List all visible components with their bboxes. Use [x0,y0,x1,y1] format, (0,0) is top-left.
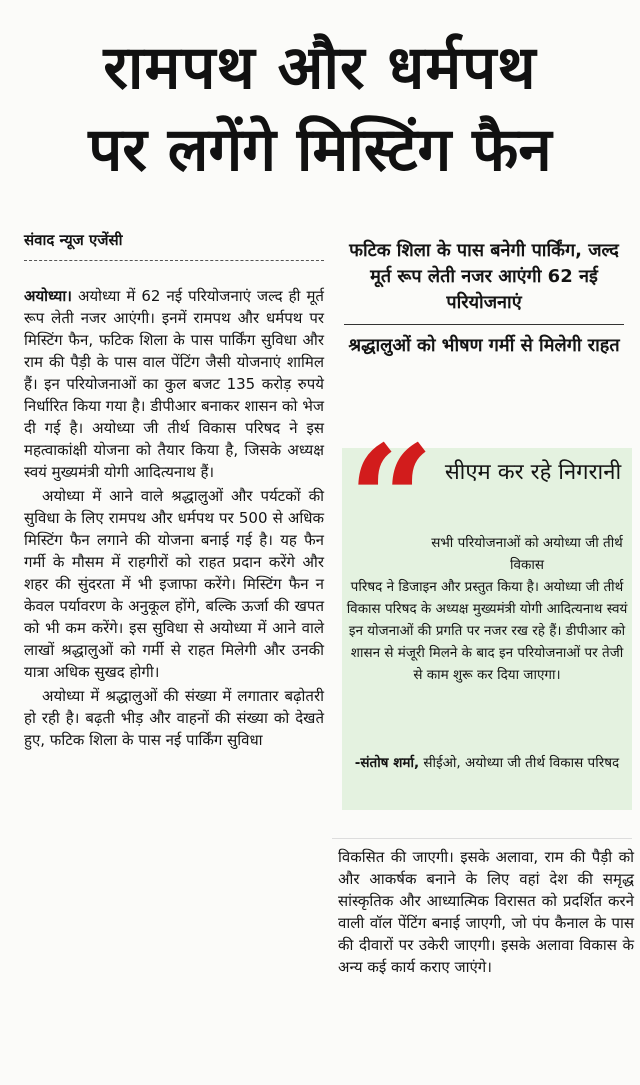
article-column-left [24,285,324,753]
headline-line-2: पर लगेंगे मिस्टिंग फैन [88,115,552,185]
sidebar-subheads [336,238,632,359]
article-column-right [338,846,634,980]
subhead-2: श्रद्धालुओं को भीषण गर्मी से मिलेगी राहत [348,335,620,356]
subhead-divider [344,324,624,325]
column-divider [332,838,632,839]
headline [0,28,640,190]
dateline: अयोध्या। [24,287,72,305]
headline-line-1: रामपथ और धर्मपथ [103,33,537,103]
article-paragraph-2: अयोध्या में आने वाले श्रद्धालुओं और पर्यटकों की सुविधा के लिए रामपथ और धर्मपथ पर 500 से अधिक मिस्टिंग फैन लगाने की योजना बनाई गई है। यह फैन गर्मी के मौसम में राहगीरों को राहत प्रदान करेंगे और शहर की सुंदरता में भी इजाफा करेंगे। मिस्टिंग फैन न केवल पर्यावरण के अनुकूल होंगे, बल्कि ऊर्जा की खपत को भी कम करेंगे। इस सुविधा से अयोध्या में आने वाले लाखों श्रद्धालुओं को गर्मी से राहत मिलेगी और उनकी यात्रा अधिक सुखद होगी। [24,487,324,681]
subhead-1: फटिक शिला के पास बनेगी पार्किंग, जल्द मूर्त रूप लेती नजर आएंगी 62 नई परियोजनाएं [349,240,619,313]
article-paragraph-1 [24,285,324,483]
quote-body [346,532,628,686]
quote-body-first: सभी परियोजनाओं को अयोध्या जी तीर्थ विकास [431,535,623,573]
quote-attribution [346,752,628,774]
quote-attribution-role: सीईओ, अयोध्या जी तीर्थ विकास परिषद [423,755,620,771]
article-p1-text: अयोध्या में 62 नई परियोजनाएं जल्द ही मूर्त रूप लेती नजर आएंगी। इनमें रामपथ और धर्मपथ पर मिस्टिंग फैन, फटिक शिला के पास पार्किंग सुविधा और राम की पैड़ी के पास वाल पेंटिंग जैसी योजनाएं शामिल हैं। इन परियोजनाओं का कुल बजट 135 करोड़ रुपये निर्धारित किया गया है। डीपीआर बनाकर शासन को भेज दी गई है। अयोध्या जी तीर्थ विकास परिषद ने इस महत्वाकांक्षी योजना को तैयार किया है, जिसके अध्यक्ष स्वयं मुख्यमंत्री योगी आदित्यनाथ हैं। [24,287,324,481]
quote-mark-icon: “ [348,413,435,589]
quote-box [342,413,632,810]
quote-attribution-name: -संतोष शर्मा, [354,755,420,771]
byline: संवाद न्यूज एजेंसी [24,230,324,261]
article-paragraph-3: अयोध्या में श्रद्धालुओं की संख्या में लगातार बढ़ोतरी हो रही है। बढ़ती भीड़ और वाहनों की संख्या को देखते हुए, फटिक शिला के पास नई पार्किंग सुविधा [24,687,324,749]
quote-title: सीएम कर रहे निगरानी [444,460,622,485]
quote-body-rest: परिषद ने डिजाइन और प्रस्तुत किया है। अयोध्या जी तीर्थ विकास परिषद के अध्यक्ष मुख्यमंत्री योगी आदित्यनाथ स्वयं इन योजनाओं की प्रगति पर नजर रख रहे हैं। डीपीआर को शासन से मंजूरी मिलने के बाद इन परियोजनाओं पर तेजी से काम शुरू कर दिया जाएगा। [346,579,628,683]
article-paragraph-3-continued: विकसित की जाएगी। इसके अलावा, राम की पैड़ी को और आकर्षक बनाने के लिए वहां देश की समृद्ध सांस्कृतिक और आध्यात्मिक विरासत को प्रदर्शित करने वाली वॉल पेंटिंग बनाई जाएगी, जो पंप कैनाल के पास की दीवारों पर उकेरी जाएगी। इसके अलावा विकास के अन्य कई कार्य कराए जाएंगे। [338,848,634,976]
